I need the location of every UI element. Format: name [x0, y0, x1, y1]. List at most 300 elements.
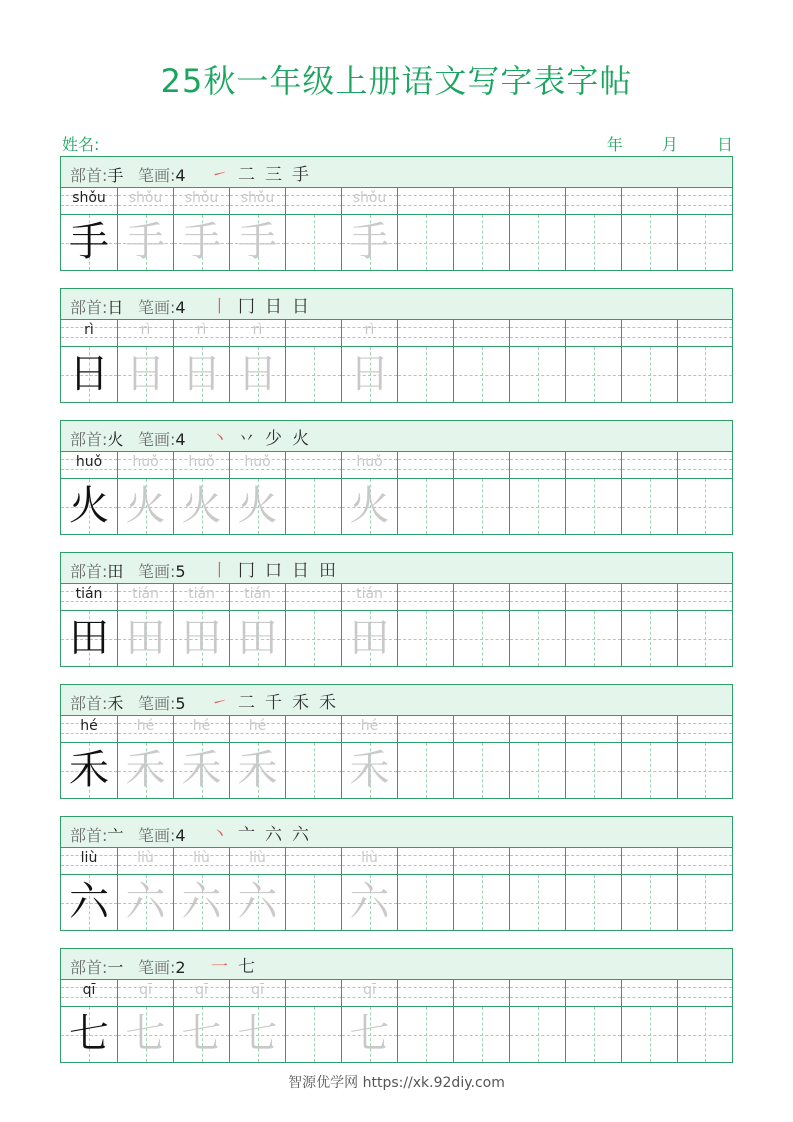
month-label: 月 — [661, 135, 678, 154]
writing-cell[interactable] — [509, 187, 565, 270]
writing-cell[interactable] — [61, 847, 117, 930]
pinyin-text: liù — [193, 850, 210, 866]
writing-cell[interactable] — [509, 583, 565, 666]
tian-zi-box — [342, 215, 397, 270]
footer-watermark: 智源优学网 https://xk.92diy.com — [288, 1075, 505, 1091]
tian-zi-box — [510, 215, 565, 270]
writing-cell[interactable] — [509, 715, 565, 798]
writing-cell[interactable] — [117, 979, 173, 1062]
writing-cell[interactable] — [285, 451, 341, 534]
stroke-step: 日 — [292, 561, 309, 581]
tian-zi-box — [174, 1007, 229, 1062]
pinyin-row — [510, 847, 565, 875]
pinyin-row — [622, 319, 677, 347]
tian-zi-box — [566, 1007, 621, 1062]
pinyin-text: shǒu — [184, 190, 219, 206]
radical-value: 手 — [107, 166, 124, 185]
block-header — [61, 553, 732, 584]
writing-cell[interactable] — [341, 715, 397, 798]
stroke-count-value: 5 — [175, 694, 186, 713]
pinyin-row — [286, 451, 341, 479]
pinyin-text: rì — [84, 322, 94, 338]
stroke-count-label: 笔画: — [138, 166, 176, 185]
trace-character: 手 — [237, 219, 278, 265]
writing-cell[interactable] — [173, 979, 229, 1062]
writing-cell[interactable] — [341, 319, 397, 402]
date-labels — [573, 132, 733, 155]
writing-cell[interactable] — [565, 847, 621, 930]
stroke-order-sequence — [211, 292, 319, 317]
pinyin-row — [342, 451, 397, 479]
tian-zi-box — [286, 875, 341, 930]
tian-zi-box — [454, 875, 509, 930]
writing-cell[interactable] — [621, 583, 677, 666]
trace-character: 禾 — [181, 747, 222, 793]
pinyin-row — [342, 187, 397, 215]
pinyin-row — [510, 715, 565, 743]
writing-cell[interactable] — [285, 583, 341, 666]
pinyin-row — [622, 715, 677, 743]
pinyin-row — [678, 451, 732, 479]
pinyin-row — [61, 451, 117, 479]
pinyin-row — [678, 583, 732, 611]
pinyin-row — [118, 451, 173, 479]
tian-zi-box — [622, 743, 677, 798]
pinyin-row — [61, 583, 117, 611]
stroke-step: 冂 — [238, 561, 255, 581]
pinyin-row — [342, 583, 397, 611]
pinyin-text: hé — [360, 718, 379, 734]
writing-cell[interactable] — [677, 847, 732, 930]
writing-cell[interactable] — [341, 451, 397, 534]
writing-cell[interactable] — [229, 319, 285, 402]
tian-zi-box — [174, 347, 229, 402]
pinyin-row — [454, 583, 509, 611]
writing-cell[interactable] — [453, 715, 509, 798]
writing-cell[interactable] — [173, 715, 229, 798]
writing-cell[interactable] — [397, 451, 453, 534]
writing-cell[interactable] — [117, 187, 173, 270]
stroke-count-label: 笔画: — [138, 298, 176, 317]
stroke-step: 六 — [292, 825, 309, 845]
stroke-step: 丷 — [238, 429, 255, 449]
stroke-step: 丶 — [211, 825, 228, 845]
pinyin-row — [454, 319, 509, 347]
trace-character: 手 — [349, 219, 390, 265]
writing-cell[interactable] — [565, 187, 621, 270]
writing-cell[interactable] — [229, 583, 285, 666]
trace-character: 火 — [237, 483, 278, 529]
writing-cell[interactable] — [397, 319, 453, 402]
stroke-step: 日 — [265, 297, 282, 317]
tian-zi-box — [398, 875, 453, 930]
tian-zi-box — [622, 611, 677, 666]
pinyin-row — [61, 979, 117, 1007]
radical-label: 部首: — [70, 430, 108, 449]
stroke-count-value: 5 — [175, 562, 186, 581]
tian-zi-box — [286, 347, 341, 402]
pinyin-row — [286, 979, 341, 1007]
character-block — [60, 156, 733, 271]
writing-cell[interactable] — [677, 583, 732, 666]
character-block — [60, 948, 733, 1063]
pinyin-row — [398, 583, 453, 611]
pinyin-row — [566, 979, 621, 1007]
pinyin-text: qī — [139, 982, 152, 998]
tian-zi-box — [286, 743, 341, 798]
tian-zi-box — [622, 347, 677, 402]
character-block — [60, 684, 733, 799]
trace-character: 六 — [181, 879, 222, 925]
writing-cell[interactable] — [341, 979, 397, 1062]
tian-zi-box — [286, 1007, 341, 1062]
model-character: 日 — [69, 351, 109, 397]
writing-cell[interactable] — [173, 451, 229, 534]
tian-zi-box — [454, 347, 509, 402]
pinyin-text: tián — [75, 586, 103, 602]
writing-cell[interactable] — [397, 979, 453, 1062]
trace-character: 禾 — [125, 747, 166, 793]
writing-cell[interactable] — [229, 847, 285, 930]
writing-cell[interactable] — [117, 583, 173, 666]
tian-zi-box — [398, 1007, 453, 1062]
tian-zi-box — [678, 743, 732, 798]
pinyin-row — [510, 187, 565, 215]
writing-cell[interactable] — [285, 319, 341, 402]
pinyin-row — [174, 979, 229, 1007]
tian-zi-box — [398, 611, 453, 666]
writing-cell[interactable] — [509, 319, 565, 402]
writing-cell[interactable] — [565, 319, 621, 402]
writing-cell[interactable] — [341, 583, 397, 666]
tian-zi-box — [230, 347, 285, 402]
pinyin-text: shǒu — [240, 190, 275, 206]
stroke-step: 三 — [265, 165, 282, 185]
radical-value: 亠 — [107, 826, 124, 845]
stroke-step: 少 — [265, 429, 282, 449]
writing-cell[interactable] — [397, 847, 453, 930]
stroke-step: ㇀ — [211, 165, 228, 185]
pinyin-text: hé — [80, 718, 98, 734]
writing-cell[interactable] — [677, 319, 732, 402]
writing-cell[interactable] — [453, 319, 509, 402]
writing-cell[interactable] — [453, 583, 509, 666]
model-character: 六 — [69, 879, 109, 925]
tian-zi-box — [118, 743, 173, 798]
tian-zi-box — [174, 743, 229, 798]
trace-character: 日 — [237, 351, 278, 397]
pinyin-row — [174, 715, 229, 743]
writing-cell[interactable] — [117, 715, 173, 798]
stroke-step: 千 — [265, 693, 282, 713]
trace-character: 六 — [349, 879, 390, 925]
stroke-step: 口 — [265, 561, 282, 581]
stroke-step: ㇀ — [211, 693, 228, 713]
writing-cell[interactable] — [677, 451, 732, 534]
pinyin-text: tián — [188, 586, 215, 602]
tian-zi-box — [454, 479, 509, 534]
stroke-count-label: 笔画: — [138, 430, 176, 449]
radical-value: 禾 — [107, 694, 124, 713]
stroke-step: 手 — [292, 165, 309, 185]
pinyin-row — [510, 979, 565, 1007]
pinyin-row — [286, 715, 341, 743]
pinyin-row — [566, 715, 621, 743]
character-block — [60, 420, 733, 535]
pinyin-text: hé — [248, 718, 267, 734]
trace-character: 七 — [181, 1011, 222, 1057]
stroke-count-field — [138, 559, 186, 582]
stroke-step: 二 — [238, 693, 255, 713]
stroke-step: 禾 — [292, 693, 309, 713]
tian-zi-box — [174, 215, 229, 270]
trace-character: 禾 — [237, 747, 278, 793]
pinyin-text: qī — [251, 982, 264, 998]
writing-grid — [61, 319, 732, 402]
character-block — [60, 288, 733, 403]
writing-cell[interactable] — [453, 847, 509, 930]
tian-zi-box — [678, 611, 732, 666]
tian-zi-box — [342, 875, 397, 930]
writing-cell[interactable] — [621, 319, 677, 402]
writing-cell[interactable] — [453, 187, 509, 270]
writing-cell[interactable] — [341, 847, 397, 930]
writing-cell[interactable] — [285, 847, 341, 930]
stroke-count-field — [138, 163, 186, 186]
writing-cell[interactable] — [285, 715, 341, 798]
writing-cell[interactable] — [285, 979, 341, 1062]
pinyin-text: huǒ — [188, 454, 215, 470]
writing-cell[interactable] — [61, 979, 117, 1062]
pinyin-text: hé — [192, 718, 211, 734]
tian-zi-box — [118, 347, 173, 402]
writing-cell[interactable] — [117, 319, 173, 402]
tian-zi-box — [286, 215, 341, 270]
tian-zi-box — [678, 1007, 732, 1062]
pinyin-row — [61, 319, 117, 347]
tian-zi-box — [118, 215, 173, 270]
writing-grid — [61, 583, 732, 666]
stroke-step: 丨 — [211, 561, 228, 581]
writing-grid — [61, 187, 732, 270]
stroke-count-label: 笔画: — [138, 958, 176, 977]
trace-character: 火 — [125, 483, 166, 529]
model-character: 田 — [69, 615, 109, 661]
pinyin-text: huǒ — [356, 454, 383, 470]
writing-cell[interactable] — [397, 583, 453, 666]
block-header — [61, 289, 732, 320]
tian-zi-box — [174, 875, 229, 930]
radical-field — [70, 955, 123, 978]
tian-zi-box — [174, 611, 229, 666]
pinyin-row — [174, 583, 229, 611]
writing-cell[interactable] — [621, 847, 677, 930]
writing-cell[interactable] — [565, 583, 621, 666]
writing-cell[interactable] — [173, 847, 229, 930]
pinyin-row — [398, 979, 453, 1007]
tian-zi-box — [342, 743, 397, 798]
model-character: 手 — [69, 219, 109, 265]
writing-cell[interactable] — [61, 451, 117, 534]
writing-cell[interactable] — [285, 187, 341, 270]
trace-character: 田 — [237, 615, 278, 661]
block-header — [61, 685, 732, 716]
radical-value: 日 — [107, 298, 124, 317]
pinyin-row — [398, 187, 453, 215]
stroke-step: 七 — [238, 957, 255, 977]
writing-cell[interactable] — [565, 715, 621, 798]
pinyin-row — [61, 187, 117, 215]
writing-cell[interactable] — [453, 979, 509, 1062]
writing-cell[interactable] — [173, 583, 229, 666]
pinyin-row — [286, 187, 341, 215]
writing-cell[interactable] — [397, 715, 453, 798]
writing-cell[interactable] — [621, 715, 677, 798]
writing-cell[interactable] — [453, 451, 509, 534]
writing-cell[interactable] — [397, 187, 453, 270]
tian-zi-box — [342, 611, 397, 666]
pinyin-row — [510, 583, 565, 611]
trace-character: 七 — [125, 1011, 166, 1057]
pinyin-row — [230, 451, 285, 479]
tian-zi-box — [230, 479, 285, 534]
stroke-count-value: 4 — [175, 430, 186, 449]
trace-character: 七 — [237, 1011, 278, 1057]
tian-zi-box — [342, 347, 397, 402]
writing-cell[interactable] — [173, 319, 229, 402]
tian-zi-box — [61, 1007, 117, 1062]
tian-zi-box — [230, 743, 285, 798]
writing-cell[interactable] — [61, 187, 117, 270]
pinyin-text: liù — [361, 850, 378, 866]
writing-cell[interactable] — [341, 187, 397, 270]
writing-cell[interactable] — [677, 187, 732, 270]
writing-cell[interactable] — [621, 187, 677, 270]
pinyin-text: tián — [244, 586, 271, 602]
tian-zi-box — [622, 479, 677, 534]
pinyin-row — [174, 319, 229, 347]
tian-zi-box — [61, 875, 117, 930]
stroke-count-field — [138, 823, 186, 846]
tian-zi-box — [454, 611, 509, 666]
model-character: 禾 — [69, 747, 109, 793]
pinyin-text: rì — [140, 322, 151, 338]
pinyin-text: huǒ — [244, 454, 271, 470]
pinyin-row — [230, 715, 285, 743]
stroke-step: 六 — [265, 825, 282, 845]
writing-cell[interactable] — [677, 979, 732, 1062]
stroke-step: 二 — [238, 165, 255, 185]
writing-cell[interactable] — [61, 583, 117, 666]
pinyin-text: qī — [82, 982, 96, 998]
pinyin-row — [286, 583, 341, 611]
pinyin-row — [118, 187, 173, 215]
stroke-order-sequence — [211, 160, 319, 185]
writing-cell[interactable] — [565, 979, 621, 1062]
tian-zi-box — [622, 1007, 677, 1062]
pinyin-row — [118, 847, 173, 875]
writing-cell[interactable] — [509, 979, 565, 1062]
pinyin-text: tián — [132, 586, 159, 602]
writing-cell[interactable] — [173, 187, 229, 270]
pinyin-row — [230, 847, 285, 875]
stroke-order-sequence — [211, 424, 319, 449]
pinyin-row — [230, 319, 285, 347]
writing-cell[interactable] — [117, 847, 173, 930]
pinyin-row — [454, 451, 509, 479]
writing-cell[interactable] — [61, 715, 117, 798]
trace-character: 手 — [181, 219, 222, 265]
stroke-order-sequence — [211, 688, 346, 713]
pinyin-row — [454, 187, 509, 215]
pinyin-row — [342, 715, 397, 743]
writing-cell[interactable] — [621, 979, 677, 1062]
tian-zi-box — [286, 479, 341, 534]
pinyin-row — [118, 319, 173, 347]
tian-zi-box — [61, 479, 117, 534]
pinyin-row — [678, 715, 732, 743]
radical-field — [70, 427, 123, 450]
writing-cell[interactable] — [229, 715, 285, 798]
writing-grid — [61, 979, 732, 1062]
tian-zi-box — [678, 347, 732, 402]
block-header — [61, 421, 732, 452]
tian-zi-box — [566, 479, 621, 534]
radical-label: 部首: — [70, 694, 108, 713]
writing-cell[interactable] — [565, 451, 621, 534]
tian-zi-box — [566, 611, 621, 666]
writing-cell[interactable] — [229, 451, 285, 534]
pinyin-text: liù — [80, 850, 98, 866]
writing-cell[interactable] — [117, 451, 173, 534]
pinyin-row — [342, 319, 397, 347]
tian-zi-box — [678, 215, 732, 270]
tian-zi-box — [118, 611, 173, 666]
pinyin-text: liù — [137, 850, 154, 866]
radical-value: 田 — [107, 562, 124, 581]
tian-zi-box — [398, 347, 453, 402]
writing-cell[interactable] — [621, 451, 677, 534]
tian-zi-box — [510, 611, 565, 666]
tian-zi-box — [61, 347, 117, 402]
tian-zi-box — [118, 479, 173, 534]
tian-zi-box — [622, 215, 677, 270]
pinyin-row — [174, 187, 229, 215]
trace-character: 日 — [349, 351, 390, 397]
writing-cell[interactable] — [509, 847, 565, 930]
stroke-order-sequence — [211, 820, 319, 845]
writing-cell[interactable] — [61, 319, 117, 402]
writing-cell[interactable] — [677, 715, 732, 798]
trace-character: 七 — [349, 1011, 390, 1057]
page-title: 25秋一年级上册语文写字表字帖 — [160, 62, 633, 100]
writing-cell[interactable] — [229, 979, 285, 1062]
writing-cell[interactable] — [509, 451, 565, 534]
radical-value: 一 — [107, 958, 124, 977]
tian-zi-box — [678, 875, 732, 930]
stroke-step: 日 — [292, 297, 309, 317]
pinyin-row — [678, 319, 732, 347]
tian-zi-box — [510, 743, 565, 798]
pinyin-text: rì — [364, 322, 375, 338]
pinyin-row — [622, 979, 677, 1007]
year-label: 年 — [606, 135, 623, 154]
writing-cell[interactable] — [229, 187, 285, 270]
stroke-step: 一 — [211, 957, 228, 977]
tian-zi-box — [566, 743, 621, 798]
pinyin-row — [118, 715, 173, 743]
tian-zi-box — [454, 1007, 509, 1062]
